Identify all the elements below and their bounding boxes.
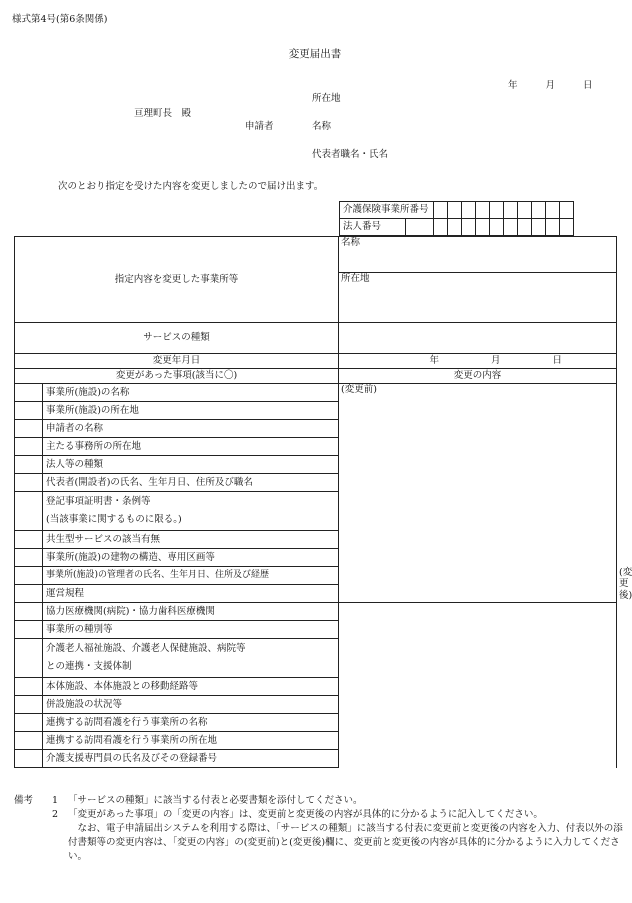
date-year: 年: [508, 80, 518, 91]
change-date-row: [15, 354, 617, 369]
remark-text: なお、電子申請届出システムを利用する際は、「サービスの種類」に該当する付表に変更前と変更後の内容を入力、付表以外の添付書類等の変更内容は、「変更の内容」の(変更前)と(変更後)欄に、変更前と変更後の内容が具体的に分かるように入力してください。: [68, 823, 623, 862]
check-cell[interactable]: [15, 402, 43, 420]
item-label: 共生型サービスの該当有無: [43, 531, 339, 549]
check-cell[interactable]: [15, 567, 43, 585]
digit-cell[interactable]: [462, 219, 476, 236]
item-label-line: (当該事業に関するものに限る。): [46, 514, 182, 525]
remark-3: [14, 822, 624, 864]
digit-cell[interactable]: [560, 202, 574, 219]
remark-text: 「サービスの種類」に該当する付表と必要書類を添付してください。: [68, 795, 363, 806]
item-label: 介護支援専門員の氏名及びその登録番号: [43, 750, 339, 768]
number-table: [339, 201, 574, 236]
digit-cell[interactable]: [546, 219, 560, 236]
service-type-cell[interactable]: [339, 323, 617, 354]
remark-text: 「変更があった事項」の「変更の内容」は、変更前と変更後の内容が具体的に分かるように記入してください。: [68, 809, 543, 820]
after-label: (変更後): [619, 567, 632, 601]
corporate-number-label: [340, 219, 434, 236]
digit-cell[interactable]: [448, 202, 462, 219]
check-cell[interactable]: [15, 549, 43, 567]
date-month: 月: [545, 80, 556, 91]
digit-cell[interactable]: [532, 202, 546, 219]
before-cell[interactable]: [339, 384, 617, 603]
digit-cell[interactable]: [434, 202, 448, 219]
check-cell[interactable]: [15, 621, 43, 639]
change-date-label: 変更年月日: [15, 354, 339, 369]
item-row: [15, 603, 617, 621]
remarks-label: 備考: [14, 795, 34, 806]
digit-cell[interactable]: [532, 219, 546, 236]
change-date-month: 月: [490, 355, 501, 367]
changed-items-header: 変更があった事項(該当に〇): [15, 369, 339, 384]
digit-cell[interactable]: [476, 202, 490, 219]
item-row: [15, 384, 617, 402]
item-label-line: 介護老人福祉施設、介護老人保健施設、病院等: [46, 643, 246, 654]
submission-date: [508, 80, 593, 91]
applicant-label: 申請者: [245, 121, 274, 132]
digit-cell[interactable]: [560, 219, 574, 236]
date-day: 日: [583, 80, 593, 91]
item-label-line: 登記事項証明書・条例等: [46, 496, 151, 507]
item-label-multiline: [43, 639, 339, 678]
header-row: [15, 369, 617, 384]
corporate-number-label-text: 法人番号: [340, 219, 406, 235]
check-cell[interactable]: [15, 714, 43, 732]
item-label: 連携する訪問看護を行う事業所の所在地: [43, 732, 339, 750]
remark-1: [14, 794, 624, 808]
check-cell[interactable]: [15, 696, 43, 714]
check-cell[interactable]: [15, 384, 43, 402]
remark-number: 1: [51, 795, 58, 806]
digit-cell[interactable]: [504, 202, 518, 219]
item-row: [15, 639, 617, 678]
digit-cell[interactable]: [476, 219, 490, 236]
form-number: 様式第4号(第6条関係): [12, 14, 108, 25]
item-label-multiline: [43, 492, 339, 531]
check-cell[interactable]: [15, 531, 43, 549]
check-cell[interactable]: [15, 474, 43, 492]
change-date-cell[interactable]: [339, 354, 617, 369]
item-label: 事業所の種別等: [43, 621, 339, 639]
office-name-row: [15, 237, 617, 273]
item-label: 本体施設、本体施設との移動経路等: [43, 678, 339, 696]
digit-cell[interactable]: [490, 202, 504, 219]
item-row: [15, 696, 617, 714]
digit-cell[interactable]: [546, 202, 560, 219]
office-address-cell[interactable]: [339, 273, 617, 323]
check-cell[interactable]: [15, 456, 43, 474]
service-type-label: サービスの種類: [15, 323, 339, 354]
remark-2: [14, 808, 624, 822]
name-label: 名称: [312, 121, 332, 132]
check-cell[interactable]: [15, 678, 43, 696]
change-date-year: 年: [429, 355, 439, 367]
address-label: 所在地: [312, 93, 341, 104]
office-name-label: 名称: [341, 237, 361, 248]
digit-cell[interactable]: [434, 219, 448, 236]
page-title: 変更届出書: [288, 48, 342, 60]
item-label: 主たる事務所の所在地: [43, 438, 339, 456]
corporate-number-row: [340, 219, 574, 236]
item-label: 連携する訪問看護を行う事業所の名称: [43, 714, 339, 732]
remarks: [14, 794, 624, 864]
item-label: 代表者(開設者)の氏名、生年月日、住所及び職名: [43, 474, 339, 492]
check-cell[interactable]: [15, 438, 43, 456]
item-label: 事業所(施設)の名称: [43, 384, 339, 402]
care-insurance-number-label: 介護保険事業所番号: [340, 202, 434, 219]
item-label: 協力医療機関(病院)・協力歯科医療機関: [43, 603, 339, 621]
item-row: [15, 678, 617, 696]
digit-cell[interactable]: [448, 219, 462, 236]
care-insurance-number-row: [340, 202, 574, 219]
item-label: 事業所(施設)の管理者の氏名、生年月日、住所及び経歴: [43, 567, 339, 585]
office-name-cell[interactable]: [339, 237, 617, 273]
digit-cell[interactable]: [462, 202, 476, 219]
item-label: 法人等の種類: [43, 456, 339, 474]
service-type-row: [15, 323, 617, 354]
check-cell[interactable]: [15, 732, 43, 750]
change-date-day: 日: [552, 355, 563, 367]
addressee: 亘理町長 殿: [134, 108, 192, 119]
office-section-label: 指定内容を変更した事業所等: [15, 237, 339, 323]
item-label: 運営規程: [43, 585, 339, 603]
digit-cell[interactable]: [406, 219, 433, 235]
digit-cell[interactable]: [504, 219, 518, 236]
remark-number: 2: [51, 809, 58, 820]
office-address-label: 所在地: [341, 273, 370, 284]
check-cell[interactable]: [15, 585, 43, 603]
digit-cell[interactable]: [490, 219, 504, 236]
item-label: 事業所(施設)の建物の構造、専用区画等: [43, 549, 339, 567]
check-cell[interactable]: [15, 492, 43, 531]
item-label: 事業所(施設)の所在地: [43, 402, 339, 420]
item-row: [15, 732, 617, 750]
digit-cell[interactable]: [518, 202, 532, 219]
change-content-header: 変更の内容: [339, 369, 617, 384]
check-cell[interactable]: [15, 639, 43, 678]
check-cell[interactable]: [15, 750, 43, 768]
main-table: [14, 236, 632, 768]
item-row: [15, 714, 617, 732]
digit-cell[interactable]: [518, 219, 532, 236]
representative-label: 代表者職名・氏名: [312, 149, 389, 160]
item-label: 申請者の名称: [43, 420, 339, 438]
item-label-line: との連携・支援体制: [46, 661, 132, 672]
item-row: [15, 621, 617, 639]
item-row: [15, 750, 617, 768]
item-label: 併設施設の状況等: [43, 696, 339, 714]
check-cell[interactable]: [15, 420, 43, 438]
check-cell[interactable]: [15, 603, 43, 621]
before-label: (変更前): [341, 384, 377, 395]
intro-text: 次のとおり指定を受けた内容を変更しましたので届け出ます。: [58, 181, 324, 192]
